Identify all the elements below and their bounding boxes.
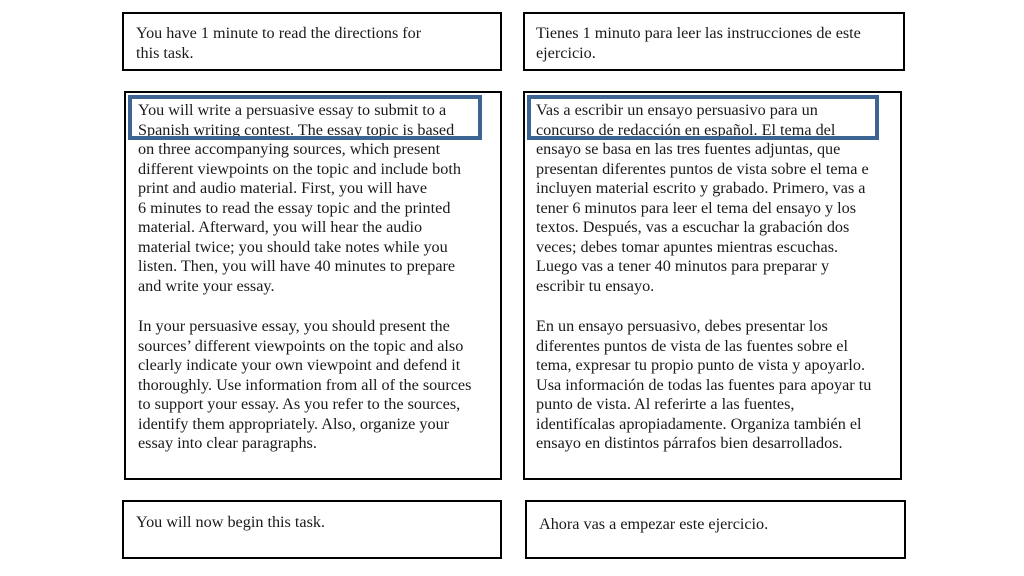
es-highlight-box [527, 95, 879, 140]
es-footer-text: Ahora vas a empezar este ejercicio. [539, 515, 769, 533]
en-footer-text: You will now begin this task. [136, 513, 326, 531]
es-directions-paragraph-1: Vas a escribir un ensayo persuasivo para un concurso de redacción en español. El tema del ensayo se basa en las tres fuentes adjuntas, que presentan diferentes puntos de vista sobre el tema e incluyen material escrito y grabado. Primero, vas a tener 6 minutos para leer el tema del ensayo y los textos. Después, vas a escuchar la grabación dos veces; debes tomar apuntes mientras escuchas. Luego vas a tener 40 minutos para preparar y escribir tu ensayo. [536, 101, 869, 295]
es-directions-box [523, 91, 902, 480]
en-footer-box [122, 500, 502, 559]
es-footer-box [525, 500, 906, 559]
es-directions-paragraph-2: En un ensayo persuasivo, debes presentar los diferentes puntos de vista de las fuentes sobre el tema, expresar tu propio punto de vista y apoyarlo. Usa información de todas las fuentes para apoyar tu punto de vista. Al referirte a las fuentes, identifícalas apropiadamente. Organiza también el ensayo en distintos párrafos bien desarrollados. [536, 317, 872, 452]
en-directions-paragraph-2: In your persuasive essay, you should present the sources’ different viewpoints on the topic and also clearly indicate your own viewpoint and defend it thoroughly. Use information from all of the sources to support your essay. As you refer to the sources, identify them appropriately. Also, organize your essay into clear paragraphs. [138, 317, 472, 452]
en-header-box [122, 12, 502, 71]
es-header-text: Tienes 1 minuto para leer las instrucciones de este ejercicio. [536, 24, 861, 62]
en-directions-paragraph-1: You will write a persuasive essay to submit to a Spanish writing contest. The essay topic is based on three accompanying sources, which present different viewpoints on the topic and include both print and audio material. First, you will have 6 minutes to read the essay topic and the printed material. Afterward, you will hear the audio material twice; you should take notes while you listen. Then, you will have 40 minutes to prepare and write your essay. [138, 101, 461, 295]
es-header-box [523, 12, 905, 71]
en-highlight-box [128, 95, 482, 140]
en-directions-box [124, 91, 502, 480]
en-header-text: You have 1 minute to read the directions for this task. [136, 24, 422, 62]
